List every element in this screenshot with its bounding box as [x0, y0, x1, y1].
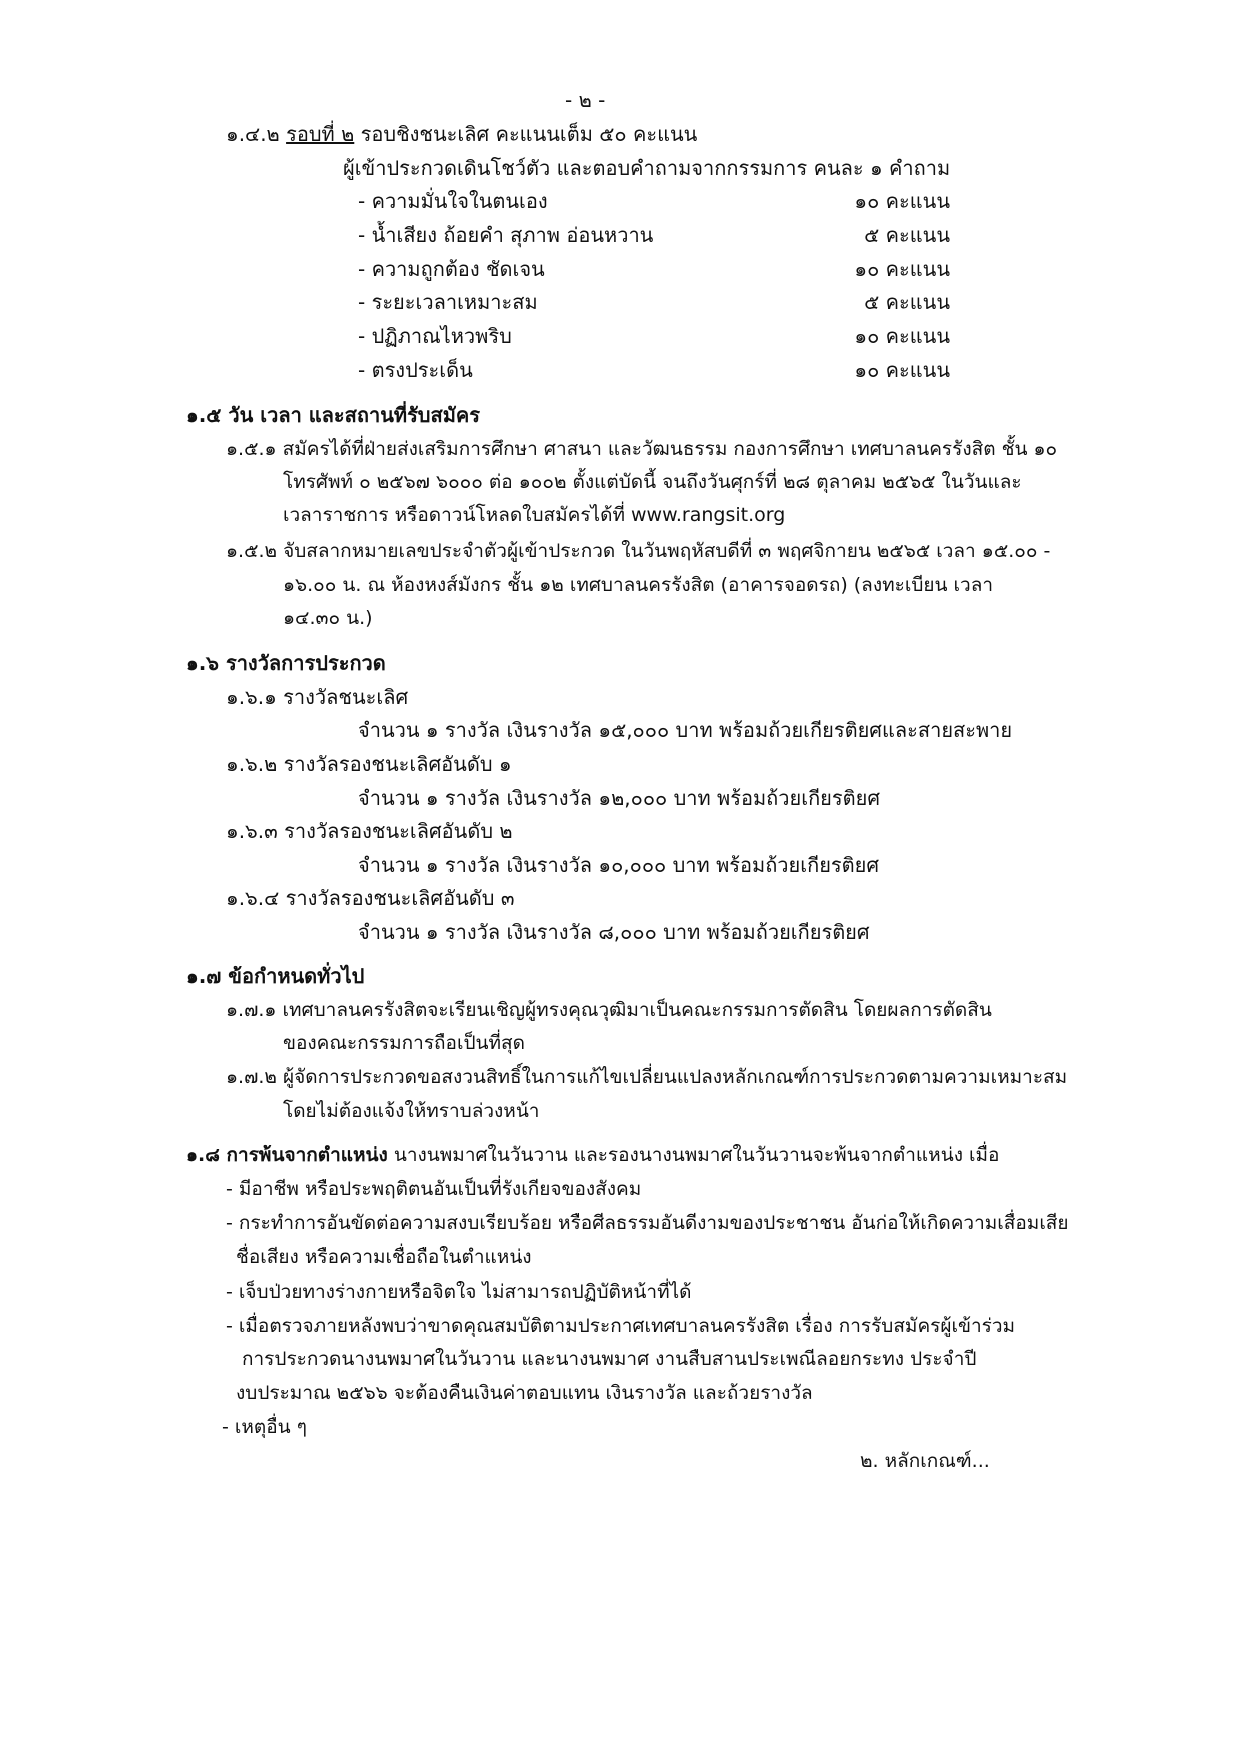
- criterion-label: - ปฏิภาณไหวพริบ: [358, 324, 512, 348]
- award-title: ๑.๖.๔ รางวัลรองชนะเลิศอันดับ ๓: [226, 886, 515, 910]
- criterion-label: - ตรงประเด็น: [358, 358, 473, 382]
- section-1-8-intro: นางนพมาศในวันวาน และรองนางนพมาศในวันวานจะพ้นจากตำแหน่ง เมื่อ: [393, 1144, 1000, 1166]
- award-detail: จำนวน ๑ รางวัล เงินรางวัล ๑๕,๐๐๐ บาท พร้อมถ้วยเกียรติยศและสายสะพาย: [358, 718, 1013, 742]
- award-title: ๑.๖.๑ รางวัลชนะเลิศ: [226, 685, 409, 709]
- criterion-points: ๑๐ คะแนน: [854, 324, 950, 348]
- award-title: ๑.๖.๒ รางวัลรองชนะเลิศอันดับ ๑: [226, 752, 512, 776]
- list-item-continuation: งบประมาณ ๒๕๖๖ จะต้องคืนเงินค่าตอบแทน เงินรางวัล และถ้วยรางวัล: [236, 1382, 813, 1404]
- paragraph-line: ๑.๕.๒ จับสลากหมายเลขประจำตัวผู้เข้าประกวด ในวันพฤหัสบดีที่ ๓ พฤศจิกายน ๒๕๖๕ เวลา ๑๕.๐๐ -: [226, 540, 1051, 562]
- criterion-points: ๕ คะแนน: [864, 290, 950, 314]
- round-description: รอบชิงชนะเลิศ คะแนนเต็ม ๕๐ คะแนน: [360, 122, 698, 146]
- paragraph-line: ๑.๗.๒ ผู้จัดการประกวดขอสงวนสิทธิ์ในการแก้ไขเปลี่ยนแปลงหลักเกณฑ์การประกวดตามความเหมาะสม: [226, 1066, 1068, 1088]
- criterion-points: ๕ คะแนน: [864, 223, 950, 247]
- round-label: รอบที่ ๒: [286, 122, 355, 146]
- section-1-7-heading: ๑.๗ ข้อกำหนดทั่วไป: [186, 964, 365, 988]
- page-number: - ๒ -: [565, 88, 606, 112]
- list-item: - กระทำการอันขัดต่อความสงบเรียบร้อย หรือศีลธรรมอันดีงามของประชาชน อันก่อให้เกิดความเสื่อมเสีย: [226, 1212, 1069, 1234]
- criterion-label: - ระยะเวลาเหมาะสม: [358, 290, 538, 314]
- section-1-5-heading: ๑.๕ วัน เวลา และสถานที่รับสมัคร: [186, 403, 481, 427]
- list-item-continuation: ชื่อเสียง หรือความเชื่อถือในตำแหน่ง: [236, 1246, 532, 1268]
- award-detail: จำนวน ๑ รางวัล เงินรางวัล ๑๐,๐๐๐ บาท พร้อมถ้วยเกียรติยศ: [358, 853, 880, 877]
- list-item-continuation: การประกวดนางนพมาศในวันวาน และนางนพมาศ งานสืบสานประเพณีลอยกระทง ประจำปี: [242, 1348, 977, 1370]
- list-item: - เมื่อตรวจภายหลังพบว่าขาดคุณสมบัติตามประกาศเทศบาลนครรังสิต เรื่อง การรับสมัครผู้เข้าร่วม: [226, 1315, 1016, 1337]
- award-title: ๑.๖.๓ รางวัลรองชนะเลิศอันดับ ๒: [226, 819, 513, 843]
- section-number: ๑.๔.๒: [226, 122, 280, 146]
- criterion-points: ๑๐ คะแนน: [854, 189, 950, 213]
- criterion-points: ๑๐ คะแนน: [854, 257, 950, 281]
- round-instructions: ผู้เข้าประกวดเดินโชว์ตัว และตอบคำถามจากกรรมการ คนละ ๑ คำถาม: [343, 156, 951, 180]
- award-detail: จำนวน ๑ รางวัล เงินรางวัล ๑๒,๐๐๐ บาท พร้อมถ้วยเกียรติยศ: [358, 786, 881, 810]
- section-1-8-heading: ๑.๘ การพ้นจากตำแหน่ง: [186, 1144, 388, 1166]
- section-1-6-heading: ๑.๖ รางวัลการประกวด: [186, 651, 386, 675]
- criterion-label: - ความถูกต้อง ชัดเจน: [358, 257, 545, 281]
- paragraph-line: โดยไม่ต้องแจ้งให้ทราบล่วงหน้า: [283, 1100, 540, 1122]
- paragraph-line: ๑๖.๐๐ น. ณ ห้องหงส์มังกร ชั้น ๑๒ เทศบาลนครรังสิต (อาคารจอดรถ) (ลงทะเบียน เวลา: [283, 574, 994, 596]
- paragraph-line: ๑.๕.๑ สมัครได้ที่ฝ่ายส่งเสริมการศึกษา ศาสนา และวัฒนธรรม กองการศึกษา เทศบาลนครรังสิต ชั้น ๑๐: [226, 438, 1058, 460]
- criterion-points: ๑๐ คะแนน: [854, 358, 950, 382]
- section-1-8-paragraph: [186, 1146, 999, 1165]
- paragraph-line: ๑๔.๓๐ น.): [283, 607, 373, 629]
- list-item: - มีอาชีพ หรือประพฤติตนอันเป็นที่รังเกียจของสังคม: [226, 1178, 642, 1200]
- paragraph-line: เวลาราชการ หรือดาวน์โหลดใบสมัครได้ที่ www.rangsit.org: [283, 504, 786, 526]
- paragraph-line: โทรศัพท์ ๐ ๒๕๖๗ ๖๐๐๐ ต่อ ๑๐๐๒ ตั้งแต่บัดนี้ จนถึงวันศุกร์ที่ ๒๘ ตุลาคม ๒๕๖๕ ในวันและ: [283, 471, 1022, 493]
- criterion-label: - ความมั่นใจในตนเอง: [358, 189, 548, 213]
- list-item: - เจ็บป่วยทางร่างกายหรือจิตใจ ไม่สามารถปฏิบัติหน้าที่ได้: [226, 1281, 692, 1303]
- next-page-continuation: ๒. หลักเกณฑ์...: [860, 1450, 990, 1472]
- award-detail: จำนวน ๑ รางวัล เงินรางวัล ๘,๐๐๐ บาท พร้อมถ้วยเกียรติยศ: [358, 920, 870, 944]
- criterion-label: - น้ำเสียง ถ้อยคำ สุภาพ อ่อนหวาน: [358, 223, 654, 247]
- list-item: - เหตุอื่น ๆ: [222, 1416, 307, 1438]
- section-1-4-2-title: [226, 124, 697, 144]
- paragraph-line: ของคณะกรรมการถือเป็นที่สุด: [283, 1032, 525, 1054]
- paragraph-line: ๑.๗.๑ เทศบาลนครรังสิตจะเรียนเชิญผู้ทรงคุณวุฒิมาเป็นคณะกรรมการตัดสิน โดยผลการตัดสิน: [226, 999, 992, 1021]
